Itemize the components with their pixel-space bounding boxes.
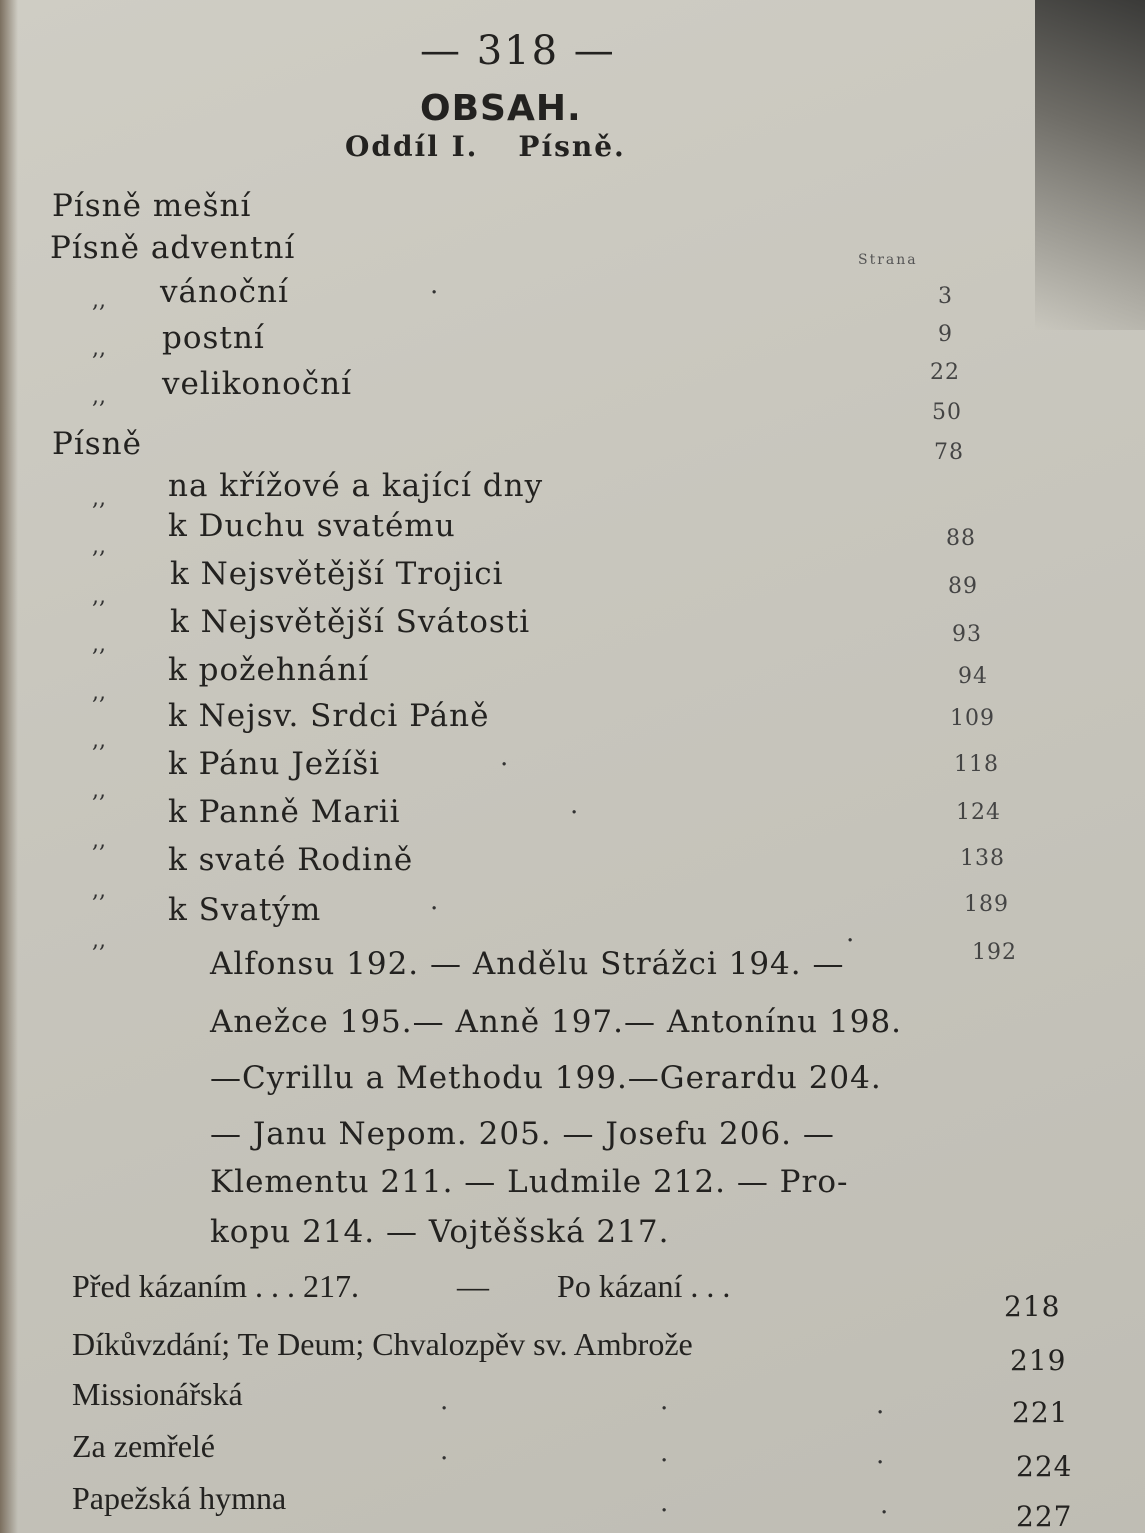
entry-label: Po kázaní . . . (557, 1268, 731, 1304)
ditto-mark: ,, (92, 384, 106, 409)
ditto-mark: ,, (92, 336, 106, 361)
page-ref: 78 (934, 440, 964, 465)
page-ref: 118 (954, 752, 999, 777)
section-name: Písně. (518, 130, 626, 163)
leader-dot: . (876, 1390, 885, 1420)
leader-dot: . (440, 1436, 449, 1466)
page-number: — 318 — (420, 28, 616, 74)
page-ref: 93 (952, 622, 982, 647)
page-ref: 109 (950, 706, 995, 731)
section-heading (345, 130, 626, 163)
page-ref: 224 (1016, 1450, 1073, 1483)
toc-entry: Písně mešní (52, 188, 252, 224)
toc-entry: Missionářská (72, 1376, 243, 1412)
page-ref: 218 (1004, 1290, 1061, 1323)
page-ref: 50 (932, 400, 962, 425)
leader-dot: . (430, 886, 439, 916)
toc-entry: vánoční (160, 274, 289, 310)
toc-entry: k Nejsvětější Svátosti (170, 604, 531, 640)
leader-dot: . (570, 790, 579, 820)
entry-label: Před kázaním . . . 217. (72, 1268, 360, 1304)
toc-entry: k Duchu svatému (168, 508, 456, 544)
toc-entry: Díkůvzdání; Te Deum; Chvalozpěv sv. Ambrože (72, 1326, 693, 1362)
page-title: OBSAH. (420, 88, 582, 129)
toc-entry: k Panně Marii (168, 794, 401, 830)
page-ref: 9 (938, 322, 953, 347)
entry-separator: — (457, 1268, 490, 1304)
page-ref: 89 (948, 574, 978, 599)
leader-dot: . (430, 270, 439, 300)
page-ref: 138 (960, 846, 1005, 871)
page-ref: 221 (1012, 1396, 1069, 1429)
page-edge-shadow (1035, 0, 1145, 330)
page-ref: 94 (958, 664, 988, 689)
toc-entry: velikonoční (162, 366, 353, 402)
leader-dot: . (660, 1488, 669, 1518)
leader-dot: . (876, 1440, 885, 1470)
toc-entry: Písně adventní (50, 230, 296, 266)
page-ref: 219 (1010, 1344, 1067, 1377)
ditto-mark: ,, (92, 778, 106, 803)
toc-entry: k Svatým (168, 892, 322, 928)
saints-line: Anežce 195.— Anně 197.— Antonínu 198. (210, 1004, 903, 1040)
binding-edge (0, 0, 18, 1533)
page-ref: 189 (964, 892, 1009, 917)
toc-entry: na křížové a kající dny (168, 468, 544, 504)
saints-line: — Janu Nepom. 205. — Josefu 206. — (210, 1116, 835, 1152)
section-label: Oddíl I. (345, 130, 479, 163)
saints-line: —Cyrillu a Methodu 199.—Gerardu 204. (210, 1060, 882, 1096)
page-ref: 3 (938, 284, 953, 309)
ditto-mark: ,, (92, 534, 106, 559)
saints-line: Alfonsu 192. — Andělu Strážci 194. — (210, 946, 845, 982)
leader-dot: . (500, 742, 509, 772)
toc-entry: k Nejsv. Srdci Páně (168, 698, 490, 734)
page-ref: 124 (956, 800, 1001, 825)
page-ref: 192 (972, 940, 1017, 965)
ditto-mark: ,, (92, 828, 106, 853)
leader-dot: . (880, 1490, 889, 1520)
toc-entry: k požehnání (168, 652, 370, 688)
toc-entry: Za zemřelé (72, 1428, 215, 1464)
toc-entry: k svaté Rodině (168, 842, 414, 878)
toc-entry (72, 1268, 730, 1305)
page-ref: 227 (1016, 1500, 1073, 1533)
ditto-mark: ,, (92, 928, 106, 953)
ditto-mark: ,, (92, 878, 106, 903)
saints-line: Klementu 211. — Ludmile 212. — Pro- (210, 1164, 849, 1200)
toc-entry: Písně (52, 426, 142, 462)
ditto-mark: ,, (92, 584, 106, 609)
column-header-strana: Strana (858, 252, 918, 268)
leader-dot: . (660, 1386, 669, 1416)
toc-entry: k Pánu Ježíši (168, 746, 381, 782)
toc-entry: Papežská hymna (72, 1480, 287, 1516)
ditto-mark: ,, (92, 288, 106, 313)
ditto-mark: ,, (92, 486, 106, 511)
saints-line: kopu 214. — Vojtěšská 217. (210, 1214, 670, 1250)
ditto-mark: ,, (92, 680, 106, 705)
ditto-mark: ,, (92, 632, 106, 657)
leader-dot: . (660, 1438, 669, 1468)
page-ref: 22 (930, 360, 960, 385)
toc-entry: postní (162, 320, 265, 356)
leader-dot: . (846, 918, 855, 948)
leader-dot: . (440, 1386, 449, 1416)
ditto-mark: ,, (92, 728, 106, 753)
page-ref: 88 (946, 526, 976, 551)
toc-entry: k Nejsvětější Trojici (170, 556, 504, 592)
